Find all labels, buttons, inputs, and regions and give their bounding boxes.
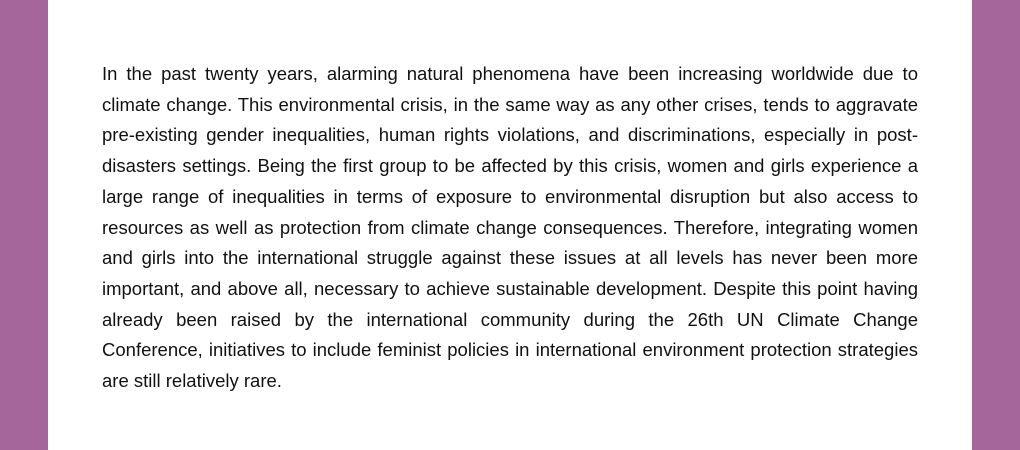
body-paragraph: In the past twenty years, alarming natural phenomena have been increasing worldwide due to climate change. This environmental crisis, in the same way as any other crises, tends to aggravate pre-existing gender inequalities, human rights violations, and discriminations, especially in post-disasters settings. Being the first group to be affected by this crisis, women and girls experience a large range of inequalities in terms of exposure to environmental disruption but also access to resources as well as protection from climate change consequences. Therefore, integrating women and girls into the international struggle against these issues at all levels has never been more important, and above all, necessary to achieve sustainable development. Despite this point having already been raised by the international community during the 26th UN Climate Change Conference, initiatives to include feminist policies in international environment protection strategies are still relatively rare. (102, 63, 918, 392)
document-page (48, 0, 972, 450)
